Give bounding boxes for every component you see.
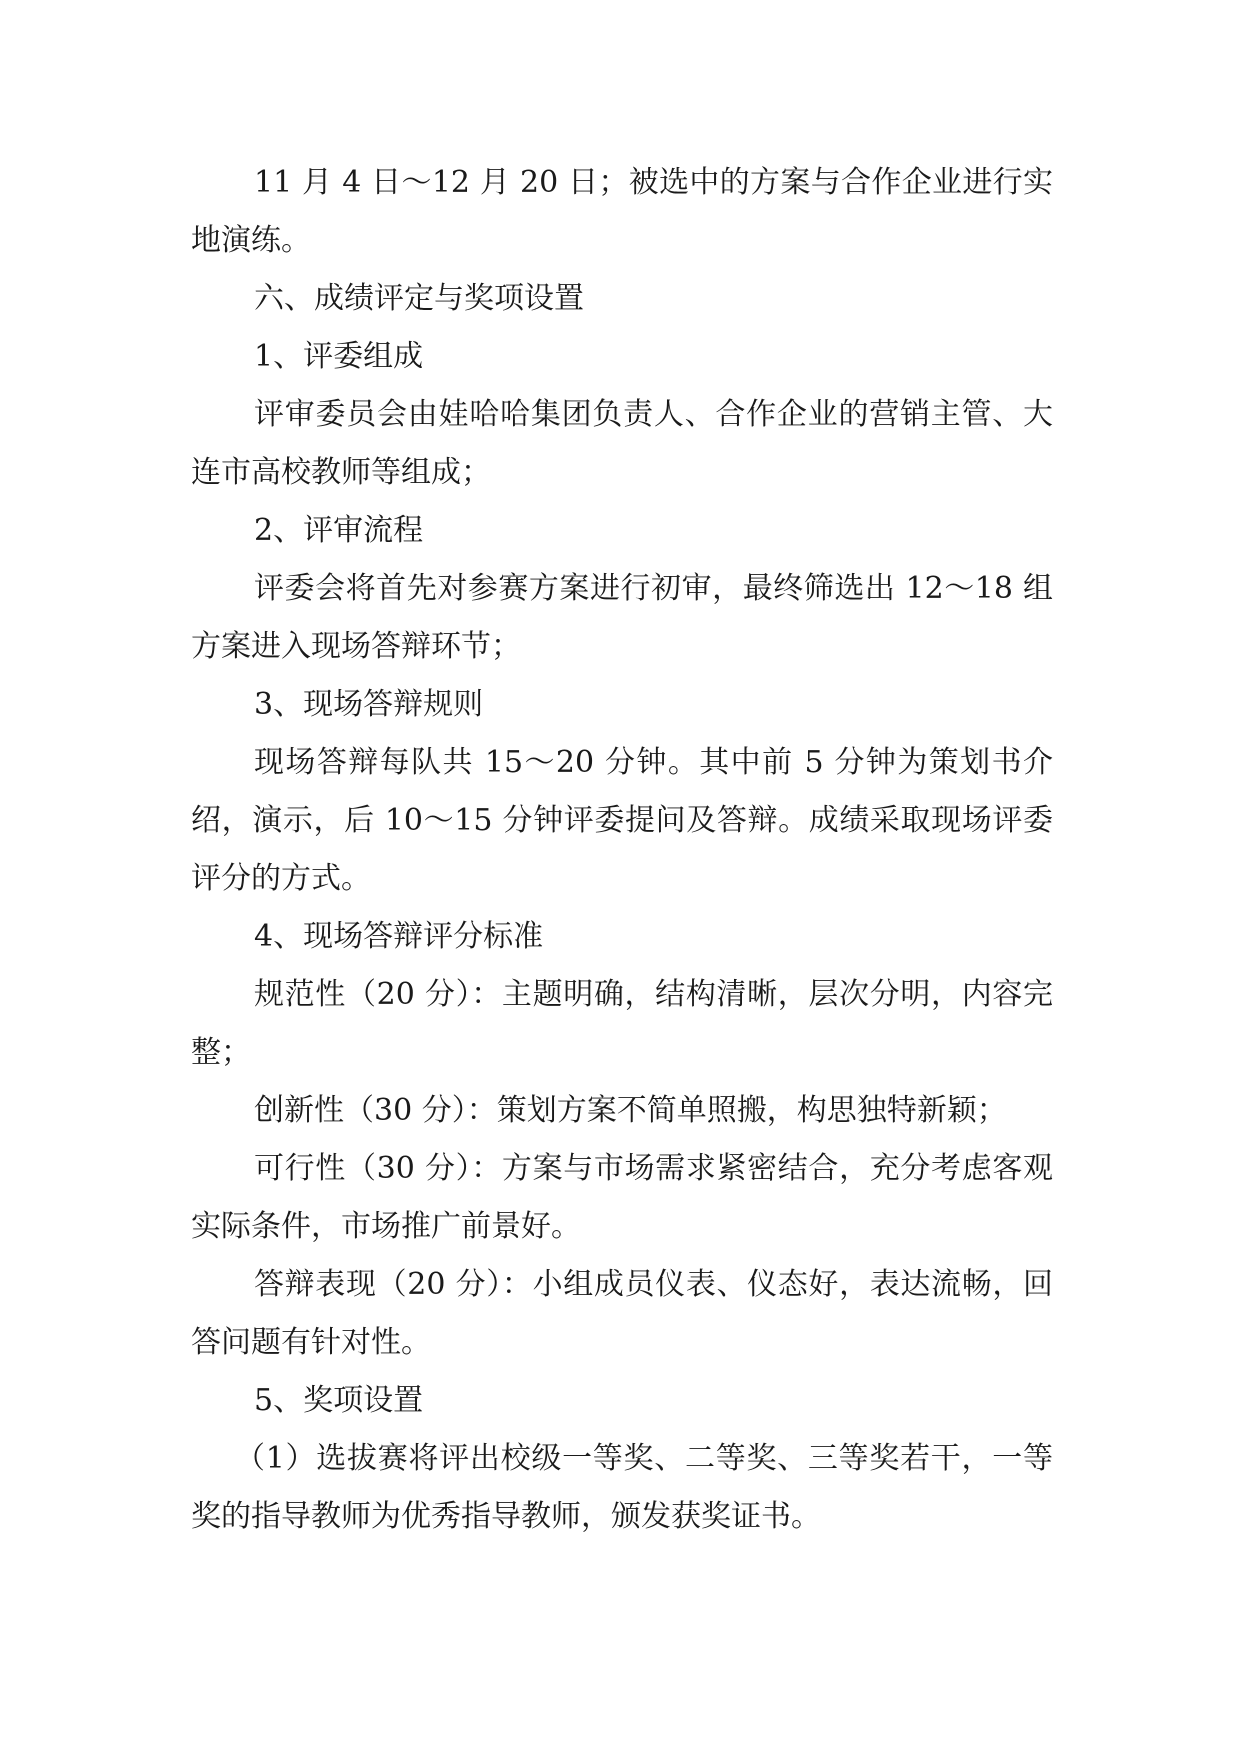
paragraph-awards: （1）选拔赛将评出校级一等奖、二等奖、三等奖若干，一等奖的指导教师为优秀指导教师，颁发获奖证书。 xyxy=(191,1441,1053,1534)
paragraph-defense-rules: 现场答辩每队共 15～20 分钟。其中前 5 分钟为策划书介绍，演示，后 10～15 分钟评委提问及答辩。成绩采取现场评委评分的方式。 xyxy=(191,745,1053,896)
subheading-scoring-criteria: 4、现场答辩评分标准 xyxy=(254,919,544,954)
criterion-innovation: 创新性（30 分）：策划方案不简单照搬，构思独特新颖； xyxy=(254,1093,1007,1128)
subheading-defense-rules: 3、现场答辩规则 xyxy=(254,687,484,722)
document-body xyxy=(191,154,1053,1546)
paragraph-judges: 评审委员会由娃哈哈集团负责人、合作企业的营销主管、大连市高校教师等组成； xyxy=(191,397,1053,490)
paragraph-schedule: 11 月 4 日～12 月 20 日；被选中的方案与合作企业进行实地演练。 xyxy=(191,165,1053,258)
paragraph-review-process: 评委会将首先对参赛方案进行初审，最终筛选出 12～18 组方案进入现场答辩环节； xyxy=(191,571,1053,664)
criterion-feasibility: 可行性（30 分）：方案与市场需求紧密结合，充分考虑客观实际条件，市场推广前景好。 xyxy=(191,1151,1053,1244)
subheading-awards: 5、奖项设置 xyxy=(254,1383,424,1418)
subheading-judges: 1、评委组成 xyxy=(254,339,424,374)
section-heading-scoring-awards: 六、成绩评定与奖项设置 xyxy=(254,281,584,316)
criterion-standardization: 规范性（20 分）：主题明确，结构清晰，层次分明，内容完整； xyxy=(191,977,1053,1070)
criterion-defense-performance: 答辩表现（20 分）：小组成员仪表、仪态好，表达流畅，回答问题有针对性。 xyxy=(191,1267,1053,1360)
subheading-review-process: 2、评审流程 xyxy=(254,513,424,548)
